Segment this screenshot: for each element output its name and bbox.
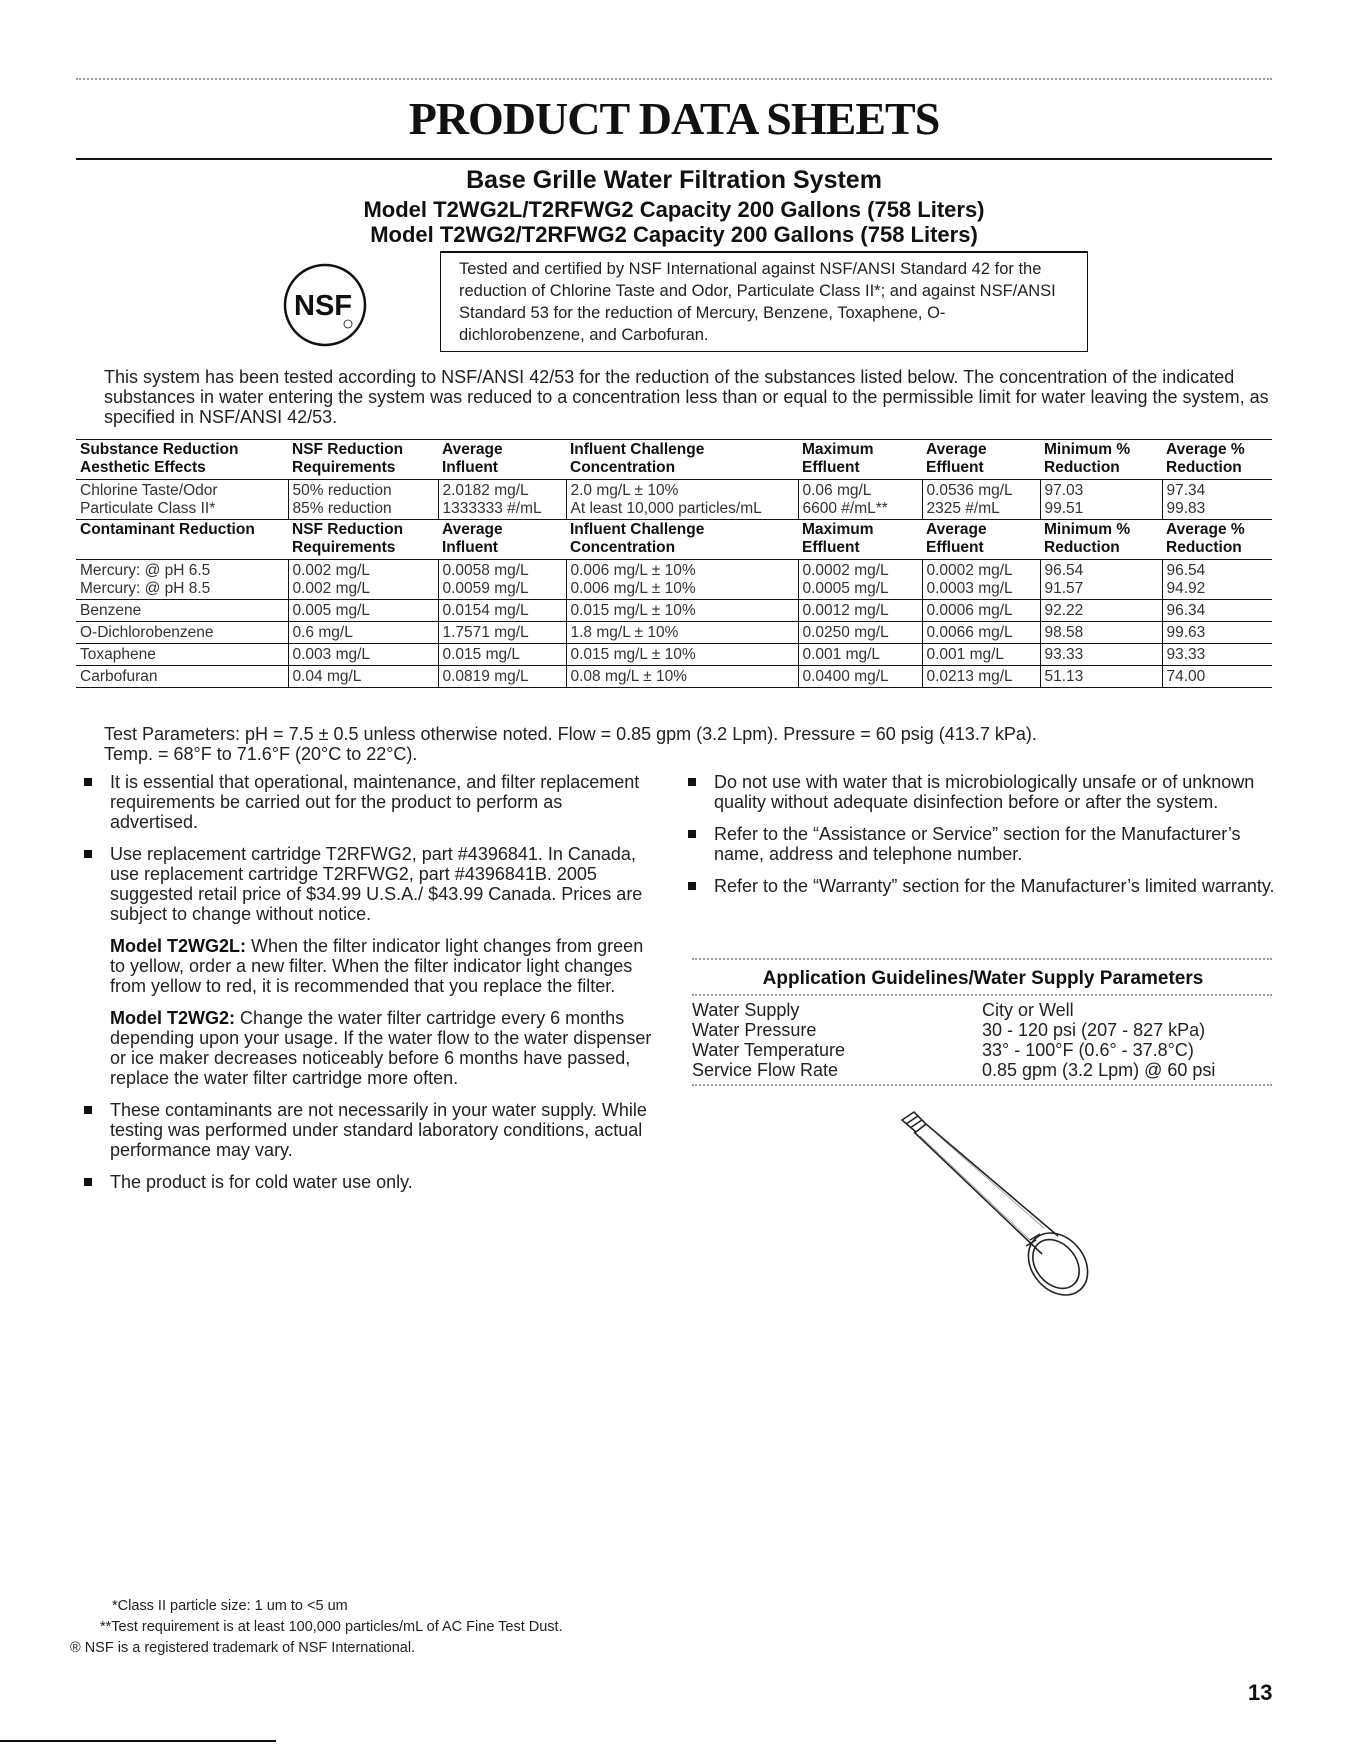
- bullet-icon: [688, 882, 696, 890]
- guideline-key: Water Supply: [692, 1000, 800, 1020]
- table-cell: 0.0213 mg/L: [922, 666, 1040, 688]
- table-cell: 0.0819 mg/L: [438, 666, 566, 688]
- test-parameters-line-1: Test Parameters: pH = 7.5 ± 0.5 unless otherwise noted. Flow = 0.85 gpm (3.2 Lpm). Pressure = 60 psig (413.7 kPa).: [104, 724, 1037, 744]
- table-cell: 0.015 mg/L: [438, 644, 566, 666]
- table-row: [692, 1060, 1272, 1080]
- model-line-2: Model T2WG2/T2RFWG2 Capacity 200 Gallons (758 Liters): [370, 222, 978, 247]
- table-cell: 97.34 99.83: [1162, 480, 1272, 520]
- bullet-icon: [84, 1178, 92, 1186]
- performance-table: [76, 439, 1272, 688]
- list-item: The product is for cold water use only.: [84, 1172, 654, 1192]
- header-cell: NSF Reduction Requirements: [288, 520, 438, 560]
- guideline-key: Water Temperature: [692, 1040, 846, 1060]
- header-cell: Substance Reduction Aesthetic Effects: [76, 440, 288, 480]
- table-cell: 0.0012 mg/L: [798, 600, 922, 622]
- bullet-icon: [688, 830, 696, 838]
- table-row: [76, 560, 1272, 600]
- guideline-value: 0.85 gpm (3.2 Lpm) @ 60 psi: [982, 1060, 1216, 1080]
- system-title: Base Grille Water Filtration System: [466, 166, 882, 194]
- table-cell: 0.0006 mg/L: [922, 600, 1040, 622]
- guidelines-bottom-dotted-line: [692, 1084, 1272, 1086]
- table-row: [76, 600, 1272, 622]
- table-row: [692, 1040, 1272, 1060]
- header-cell: Average % Reduction: [1162, 440, 1272, 480]
- model-t2wg2-note: Model T2WG2: Change the water filter cartridge every 6 months depending upon your usage. If the water flow to the water dispenser or ice maker decreases noticeably before 6 months have passed, replace the water filter cartridge more often.: [110, 1008, 652, 1088]
- table-row: [76, 666, 1272, 688]
- table-cell: 0.003 mg/L: [288, 644, 438, 666]
- header-cell: Minimum % Reduction: [1040, 520, 1162, 560]
- table-cell: 99.63: [1162, 622, 1272, 644]
- list-item: Do not use with water that is microbiologically unsafe or of unknown quality without adequate disinfection before or after the system.: [688, 772, 1288, 812]
- table-cell: 0.0536 mg/L 2325 #/mL: [922, 480, 1040, 520]
- bullet-icon: [688, 778, 696, 786]
- table-cell: 0.006 mg/L ± 10% 0.006 mg/L ± 10%: [566, 560, 798, 600]
- aesthetic-header-row: [76, 440, 1272, 480]
- header-cell: Influent Challenge Concentration: [566, 520, 798, 560]
- guideline-value: City or Well: [982, 1000, 1074, 1020]
- table-cell: 74.00: [1162, 666, 1272, 688]
- header-cell: Average Influent: [438, 440, 566, 480]
- bullet-icon: [84, 778, 92, 786]
- header-cell: Average % Reduction: [1162, 520, 1272, 560]
- guideline-value: 30 - 120 psi (207 - 827 kPa): [982, 1020, 1206, 1040]
- table-row: [76, 480, 1272, 520]
- table-cell: 50% reduction 85% reduction: [288, 480, 438, 520]
- table-cell: Toxaphene: [76, 644, 288, 666]
- header-cell: Contaminant Reduction: [76, 520, 288, 560]
- guidelines-top-dotted-line: [692, 958, 1272, 960]
- table-cell: 0.04 mg/L: [288, 666, 438, 688]
- table-cell: 0.0250 mg/L: [798, 622, 922, 644]
- list-item: These contaminants are not necessarily in your water supply. While testing was performed under standard laboratory conditions, actual performance may vary.: [84, 1100, 654, 1160]
- intro-paragraph: This system has been tested according to NSF/ANSI 42/53 for the reduction of the substances listed below. The concentration of the indicated substances in water entering the system was reduced to a concentration less than or equal to the permissible limit for water leaving the system, as specified in NSF/ANSI 42/53.: [104, 367, 1269, 427]
- table-cell: 0.08 mg/L ± 10%: [566, 666, 798, 688]
- footnote-test-requirement: **Test requirement is at least 100,000 particles/mL of AC Fine Test Dust.: [100, 1619, 563, 1635]
- page-number: 13: [1248, 1680, 1273, 1705]
- table-cell: 0.0002 mg/L 0.0005 mg/L: [798, 560, 922, 600]
- page-title: PRODUCT DATA SHEETS: [408, 93, 940, 144]
- table-cell: Chlorine Taste/Odor Particulate Class II*: [76, 480, 288, 520]
- model-t2wg2l-note: Model T2WG2L: When the filter indicator light changes from green to yellow, order a new filter. When the filter indicator light changes from yellow to red, it is recommended that you replace the filter.: [110, 936, 644, 996]
- list-item: Refer to the “Warranty” section for the Manufacturer’s limited warranty.: [688, 876, 1288, 896]
- guideline-value: 33° - 100°F (0.6° - 37.8°C): [982, 1040, 1194, 1060]
- certification-box: Tested and certified by NSF International against NSF/ANSI Standard 42 for the reduction of Chlorine Taste and Odor, Particulate Class II*; and against NSF/ANSI Standard 53 for the reduction of Mercury, Benzene, Toxaphene, O-dichlorobenzene, and Carbofuran.: [440, 252, 1088, 352]
- list-item: It is essential that operational, maintenance, and filter replacement requirements be carried out for the product to perform as advertised.: [84, 772, 654, 832]
- table-cell: 93.33: [1040, 644, 1162, 666]
- right-column: [688, 772, 1288, 908]
- guidelines-table: [692, 1000, 1272, 1080]
- table-cell: 97.03 99.51: [1040, 480, 1162, 520]
- header-cell: Average Effluent: [922, 440, 1040, 480]
- contaminant-header-row: [76, 520, 1272, 560]
- header-cell: Minimum % Reduction: [1040, 440, 1162, 480]
- nsf-logo-icon: [282, 262, 368, 348]
- filter-cartridge-icon: [880, 1108, 1100, 1308]
- table-cell: Carbofuran: [76, 666, 288, 688]
- table-cell: Mercury: @ pH 6.5 Mercury: @ pH 8.5: [76, 560, 288, 600]
- top-dotted-line: [76, 78, 1272, 80]
- table-cell: 0.001 mg/L: [922, 644, 1040, 666]
- table-cell: 0.0066 mg/L: [922, 622, 1040, 644]
- table-cell: 0.015 mg/L ± 10%: [566, 600, 798, 622]
- table-cell: 2.0182 mg/L 1333333 #/mL: [438, 480, 566, 520]
- header-cell: Maximum Effluent: [798, 440, 922, 480]
- left-column: [84, 772, 654, 1204]
- header-cell: Maximum Effluent: [798, 520, 922, 560]
- header-cell: Influent Challenge Concentration: [566, 440, 798, 480]
- table-cell: 0.06 mg/L 6600 #/mL**: [798, 480, 922, 520]
- header-cell: Average Effluent: [922, 520, 1040, 560]
- table-cell: 0.001 mg/L: [798, 644, 922, 666]
- header-cell: NSF Reduction Requirements: [288, 440, 438, 480]
- model-line-1: Model T2WG2L/T2RFWG2 Capacity 200 Gallons (758 Liters): [363, 197, 985, 222]
- table-cell: 96.54 94.92: [1162, 560, 1272, 600]
- footnotes: [70, 1596, 563, 1659]
- list-item: Use replacement cartridge T2RFWG2, part #4396841. In Canada, use replacement cartridge T2RFWG2, part #4396841B. 2005 suggested retail price of $34.99 U.S.A./ $43.99 Canada. Prices are subject to change without notice.: [84, 844, 654, 924]
- bullet-icon: [84, 850, 92, 858]
- table-row: [692, 1020, 1272, 1040]
- table-row: [76, 622, 1272, 644]
- list-item: Refer to the “Assistance or Service” section for the Manufacturer’s name, address and telephone number.: [688, 824, 1288, 864]
- guideline-key: Water Pressure: [692, 1020, 817, 1040]
- table-cell: 96.34: [1162, 600, 1272, 622]
- test-parameters-line-2: Temp. = 68°F to 71.6°F (20°C to 22°C).: [104, 744, 418, 764]
- table-cell: 51.13: [1040, 666, 1162, 688]
- test-parameters: [104, 724, 1304, 764]
- table-cell: 1.7571 mg/L: [438, 622, 566, 644]
- table-cell: Benzene: [76, 600, 288, 622]
- table-cell: 98.58: [1040, 622, 1162, 644]
- table-cell: 1.8 mg/L ± 10%: [566, 622, 798, 644]
- table-cell: 93.33: [1162, 644, 1272, 666]
- table-row: [76, 644, 1272, 666]
- nsf-logo-text: NSF: [294, 290, 352, 322]
- guidelines-title: Application Guidelines/Water Supply Parameters: [762, 968, 1204, 989]
- table-cell: 0.6 mg/L: [288, 622, 438, 644]
- table-cell: 0.0002 mg/L 0.0003 mg/L: [922, 560, 1040, 600]
- table-cell: O-Dichlorobenzene: [76, 622, 288, 644]
- guideline-key: Service Flow Rate: [692, 1060, 839, 1080]
- title-rule: [76, 158, 1272, 160]
- table-cell: 0.015 mg/L ± 10%: [566, 644, 798, 666]
- footnote-trademark: ® NSF is a registered trademark of NSF International.: [70, 1640, 416, 1656]
- header-cell: Average Influent: [438, 520, 566, 560]
- footnote-class-ii: *Class II particle size: 1 um to <5 um: [112, 1598, 348, 1614]
- table-row: [692, 1000, 1272, 1020]
- table-cell: 0.002 mg/L 0.002 mg/L: [288, 560, 438, 600]
- table-cell: 92.22: [1040, 600, 1162, 622]
- table-cell: 0.0154 mg/L: [438, 600, 566, 622]
- table-cell: 0.005 mg/L: [288, 600, 438, 622]
- table-cell: 96.54 91.57: [1040, 560, 1162, 600]
- bottom-left-rule: [0, 1740, 276, 1742]
- table-cell: 0.0400 mg/L: [798, 666, 922, 688]
- table-cell: 0.0058 mg/L 0.0059 mg/L: [438, 560, 566, 600]
- guidelines-title-dotted-line: [692, 994, 1272, 996]
- bullet-icon: [84, 1106, 92, 1114]
- table-cell: 2.0 mg/L ± 10% At least 10,000 particles/mL: [566, 480, 798, 520]
